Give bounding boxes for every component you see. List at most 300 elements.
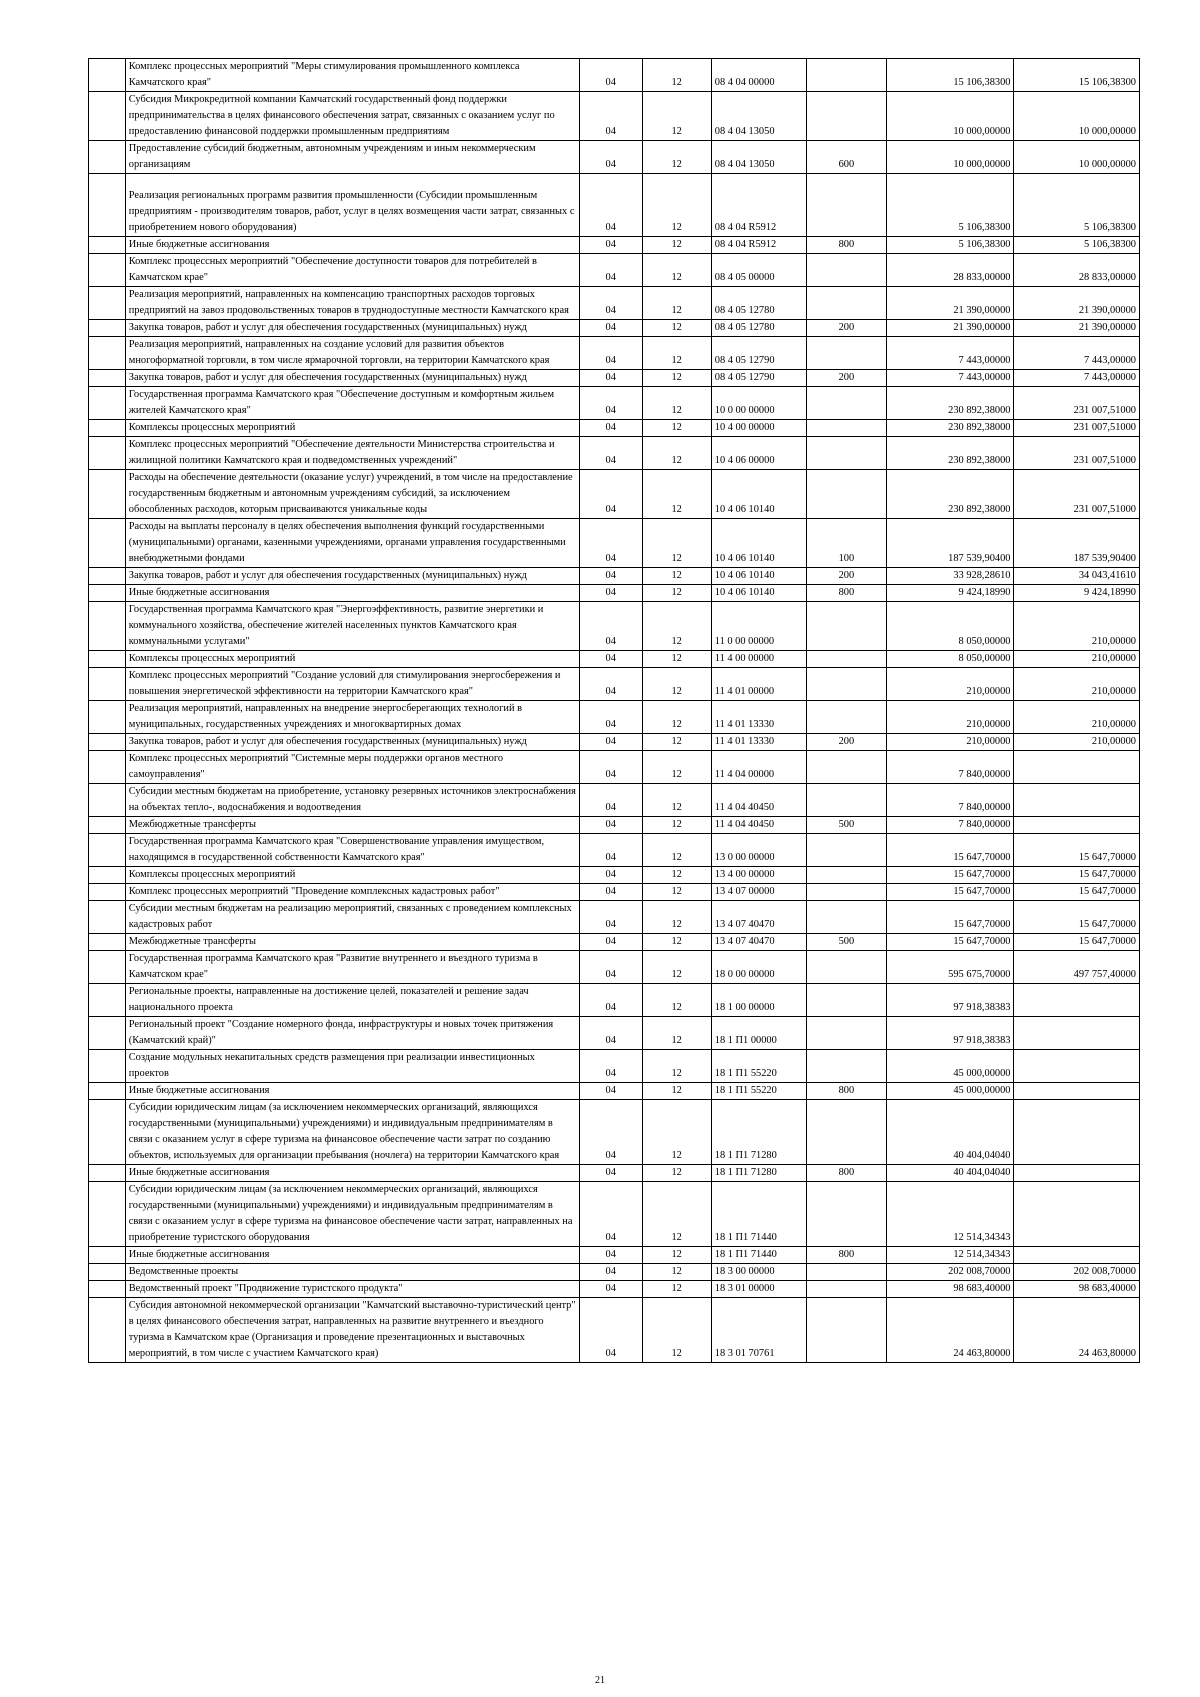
target-article-cell: 10 4 06 00000 bbox=[711, 437, 806, 470]
table-row bbox=[89, 668, 1140, 701]
section-code-cell: 04 bbox=[579, 867, 642, 884]
empty-cell bbox=[89, 519, 126, 568]
expense-type-cell bbox=[806, 337, 886, 370]
subsection-code-cell: 12 bbox=[642, 470, 711, 519]
section-code-cell: 04 bbox=[579, 951, 642, 984]
expense-name-cell: Комплекс процессных мероприятий "Системные меры поддержки органов местного самоуправления" bbox=[125, 751, 579, 784]
expense-type-cell: 800 bbox=[806, 1083, 886, 1100]
subsection-code-cell: 12 bbox=[642, 437, 711, 470]
section-code-cell: 04 bbox=[579, 1264, 642, 1281]
amount-year1-cell: 15 647,70000 bbox=[886, 834, 1014, 867]
target-article-cell: 08 4 04 R5912 bbox=[711, 174, 806, 237]
target-article-cell: 13 0 00 00000 bbox=[711, 834, 806, 867]
target-article-cell: 18 1 П1 55220 bbox=[711, 1083, 806, 1100]
empty-cell bbox=[89, 585, 126, 602]
empty-cell bbox=[89, 237, 126, 254]
target-article-cell: 11 4 01 13330 bbox=[711, 701, 806, 734]
expense-type-cell bbox=[806, 1298, 886, 1363]
amount-year2-cell bbox=[1014, 1247, 1140, 1264]
empty-cell bbox=[89, 1264, 126, 1281]
expense-name-cell: Субсидия автономной некоммерческой организации "Камчатский выставочно-туристический центр" в целях финансового обеспечения затрат, направленных на развитие внутреннего и въездного туризма в Камчатском крае (Организация и проведение презентационных и выставочных мероприятий, в том числе с участием Камчатского края) bbox=[125, 1298, 579, 1363]
subsection-code-cell: 12 bbox=[642, 901, 711, 934]
expense-type-cell bbox=[806, 984, 886, 1017]
section-code-cell: 04 bbox=[579, 1050, 642, 1083]
expense-name-cell: Расходы на обеспечение деятельности (оказание услуг) учреждений, в том числе на предоставление государственным бюджетным и автономным учреждениям субсидий, за исключением обособленных расходов, которым присваиваются уникальные коды bbox=[125, 470, 579, 519]
subsection-code-cell: 12 bbox=[642, 1182, 711, 1247]
amount-year2-cell bbox=[1014, 1017, 1140, 1050]
target-article-cell: 18 1 П1 71280 bbox=[711, 1100, 806, 1165]
subsection-code-cell: 12 bbox=[642, 834, 711, 867]
empty-cell bbox=[89, 734, 126, 751]
amount-year1-cell: 595 675,70000 bbox=[886, 951, 1014, 984]
target-article-cell: 18 1 П1 00000 bbox=[711, 1017, 806, 1050]
table-row bbox=[89, 59, 1140, 92]
empty-cell bbox=[89, 337, 126, 370]
expense-name-cell: Иные бюджетные ассигнования bbox=[125, 237, 579, 254]
expense-type-cell: 500 bbox=[806, 817, 886, 834]
section-code-cell: 04 bbox=[579, 337, 642, 370]
amount-year2-cell: 15 647,70000 bbox=[1014, 934, 1140, 951]
section-code-cell: 04 bbox=[579, 92, 642, 141]
empty-cell bbox=[89, 287, 126, 320]
section-code-cell: 04 bbox=[579, 884, 642, 901]
section-code-cell: 04 bbox=[579, 141, 642, 174]
amount-year2-cell: 21 390,00000 bbox=[1014, 287, 1140, 320]
empty-cell bbox=[89, 470, 126, 519]
expense-type-cell bbox=[806, 751, 886, 784]
expense-type-cell bbox=[806, 701, 886, 734]
table-row bbox=[89, 237, 1140, 254]
target-article-cell: 18 1 П1 71440 bbox=[711, 1182, 806, 1247]
subsection-code-cell: 12 bbox=[642, 1017, 711, 1050]
section-code-cell: 04 bbox=[579, 934, 642, 951]
expense-name-cell: Закупка товаров, работ и услуг для обеспечения государственных (муниципальных) нужд bbox=[125, 320, 579, 337]
amount-year1-cell: 5 106,38300 bbox=[886, 174, 1014, 237]
amount-year1-cell: 21 390,00000 bbox=[886, 287, 1014, 320]
empty-cell bbox=[89, 984, 126, 1017]
section-code-cell: 04 bbox=[579, 1247, 642, 1264]
expense-type-cell bbox=[806, 834, 886, 867]
table-row bbox=[89, 287, 1140, 320]
target-article-cell: 08 4 04 13050 bbox=[711, 92, 806, 141]
amount-year1-cell: 15 647,70000 bbox=[886, 867, 1014, 884]
expense-name-cell: Иные бюджетные ассигнования bbox=[125, 1247, 579, 1264]
subsection-code-cell: 12 bbox=[642, 602, 711, 651]
amount-year2-cell: 5 106,38300 bbox=[1014, 237, 1140, 254]
subsection-code-cell: 12 bbox=[642, 237, 711, 254]
target-article-cell: 08 4 05 12790 bbox=[711, 370, 806, 387]
amount-year2-cell: 98 683,40000 bbox=[1014, 1281, 1140, 1298]
expense-name-cell: Реализация региональных программ развития промышленности (Субсидии промышленным предприятиям - производителям товаров, работ, услуг в целях возмещения части затрат, связанных с приобретением нового оборудования) bbox=[125, 174, 579, 237]
expense-name-cell: Субсидии юридическим лицам (за исключением некоммерческих организаций, являющихся государственными (муниципальными) учреждениями) и индивидуальным предпринимателям в связи с оказанием услуг в сфере туризма на финансовое обеспечение части затрат, направленных на приобретение туристского оборудования bbox=[125, 1182, 579, 1247]
expense-type-cell bbox=[806, 174, 886, 237]
expense-type-cell bbox=[806, 420, 886, 437]
subsection-code-cell: 12 bbox=[642, 701, 711, 734]
budget-table bbox=[88, 58, 1140, 1363]
table-row bbox=[89, 337, 1140, 370]
target-article-cell: 10 4 06 10140 bbox=[711, 585, 806, 602]
amount-year1-cell: 7 443,00000 bbox=[886, 337, 1014, 370]
empty-cell bbox=[89, 901, 126, 934]
amount-year2-cell bbox=[1014, 1083, 1140, 1100]
amount-year2-cell: 210,00000 bbox=[1014, 602, 1140, 651]
empty-cell bbox=[89, 370, 126, 387]
empty-cell bbox=[89, 1298, 126, 1363]
table-row bbox=[89, 1182, 1140, 1247]
empty-cell bbox=[89, 784, 126, 817]
empty-cell bbox=[89, 1165, 126, 1182]
amount-year1-cell: 8 050,00000 bbox=[886, 651, 1014, 668]
expense-name-cell: Государственная программа Камчатского края "Обеспечение доступным и комфортным жильем жителей Камчатского края" bbox=[125, 387, 579, 420]
empty-cell bbox=[89, 817, 126, 834]
expense-type-cell bbox=[806, 287, 886, 320]
section-code-cell: 04 bbox=[579, 668, 642, 701]
expense-type-cell bbox=[806, 254, 886, 287]
expense-type-cell bbox=[806, 437, 886, 470]
target-article-cell: 18 0 00 00000 bbox=[711, 951, 806, 984]
expense-name-cell: Комплексы процессных мероприятий bbox=[125, 420, 579, 437]
table-row bbox=[89, 934, 1140, 951]
section-code-cell: 04 bbox=[579, 1298, 642, 1363]
target-article-cell: 18 1 П1 71440 bbox=[711, 1247, 806, 1264]
amount-year2-cell bbox=[1014, 1165, 1140, 1182]
target-article-cell: 18 3 01 70761 bbox=[711, 1298, 806, 1363]
subsection-code-cell: 12 bbox=[642, 568, 711, 585]
empty-cell bbox=[89, 1050, 126, 1083]
empty-cell bbox=[89, 174, 126, 237]
table-row bbox=[89, 651, 1140, 668]
amount-year2-cell: 10 000,00000 bbox=[1014, 92, 1140, 141]
table-row bbox=[89, 1264, 1140, 1281]
amount-year1-cell: 5 106,38300 bbox=[886, 237, 1014, 254]
section-code-cell: 04 bbox=[579, 1017, 642, 1050]
amount-year1-cell: 230 892,38000 bbox=[886, 387, 1014, 420]
table-row bbox=[89, 1298, 1140, 1363]
empty-cell bbox=[89, 254, 126, 287]
table-row bbox=[89, 1165, 1140, 1182]
amount-year1-cell: 40 404,04040 bbox=[886, 1165, 1014, 1182]
amount-year1-cell: 7 840,00000 bbox=[886, 784, 1014, 817]
subsection-code-cell: 12 bbox=[642, 254, 711, 287]
expense-name-cell: Реализация мероприятий, направленных на создание условий для развития объектов многоформатной торговли, в том числе ярмарочной торговли, на территории Камчатского края bbox=[125, 337, 579, 370]
empty-cell bbox=[89, 568, 126, 585]
target-article-cell: 10 0 00 00000 bbox=[711, 387, 806, 420]
target-article-cell: 08 4 05 12780 bbox=[711, 320, 806, 337]
target-article-cell: 11 4 00 00000 bbox=[711, 651, 806, 668]
section-code-cell: 04 bbox=[579, 651, 642, 668]
amount-year2-cell: 7 443,00000 bbox=[1014, 337, 1140, 370]
subsection-code-cell: 12 bbox=[642, 751, 711, 784]
empty-cell bbox=[89, 651, 126, 668]
amount-year2-cell: 24 463,80000 bbox=[1014, 1298, 1140, 1363]
table-row bbox=[89, 1050, 1140, 1083]
target-article-cell: 10 4 06 10140 bbox=[711, 568, 806, 585]
table-row bbox=[89, 751, 1140, 784]
section-code-cell: 04 bbox=[579, 254, 642, 287]
empty-cell bbox=[89, 1182, 126, 1247]
section-code-cell: 04 bbox=[579, 901, 642, 934]
section-code-cell: 04 bbox=[579, 984, 642, 1017]
amount-year2-cell: 15 647,70000 bbox=[1014, 867, 1140, 884]
amount-year2-cell: 9 424,18990 bbox=[1014, 585, 1140, 602]
expense-type-cell bbox=[806, 1182, 886, 1247]
expense-name-cell: Ведомственный проект "Продвижение туристского продукта" bbox=[125, 1281, 579, 1298]
expense-type-cell bbox=[806, 1281, 886, 1298]
table-row bbox=[89, 867, 1140, 884]
subsection-code-cell: 12 bbox=[642, 519, 711, 568]
empty-cell bbox=[89, 1100, 126, 1165]
target-article-cell: 13 4 00 00000 bbox=[711, 867, 806, 884]
amount-year1-cell: 15 647,70000 bbox=[886, 934, 1014, 951]
table-row bbox=[89, 784, 1140, 817]
expense-type-cell bbox=[806, 651, 886, 668]
section-code-cell: 04 bbox=[579, 519, 642, 568]
section-code-cell: 04 bbox=[579, 287, 642, 320]
target-article-cell: 08 4 04 13050 bbox=[711, 141, 806, 174]
table-row bbox=[89, 834, 1140, 867]
empty-cell bbox=[89, 934, 126, 951]
subsection-code-cell: 12 bbox=[642, 784, 711, 817]
amount-year2-cell: 15 106,38300 bbox=[1014, 59, 1140, 92]
table-row bbox=[89, 141, 1140, 174]
amount-year1-cell: 210,00000 bbox=[886, 701, 1014, 734]
subsection-code-cell: 12 bbox=[642, 1247, 711, 1264]
target-article-cell: 10 4 06 10140 bbox=[711, 519, 806, 568]
amount-year1-cell: 21 390,00000 bbox=[886, 320, 1014, 337]
amount-year2-cell: 15 647,70000 bbox=[1014, 884, 1140, 901]
expense-type-cell bbox=[806, 602, 886, 651]
section-code-cell: 04 bbox=[579, 585, 642, 602]
expense-type-cell bbox=[806, 1017, 886, 1050]
expense-name-cell: Ведомственные проекты bbox=[125, 1264, 579, 1281]
table-row bbox=[89, 320, 1140, 337]
section-code-cell: 04 bbox=[579, 751, 642, 784]
table-row bbox=[89, 568, 1140, 585]
expense-name-cell: Иные бюджетные ассигнования bbox=[125, 585, 579, 602]
amount-year1-cell: 7 443,00000 bbox=[886, 370, 1014, 387]
target-article-cell: 18 1 П1 55220 bbox=[711, 1050, 806, 1083]
amount-year1-cell: 10 000,00000 bbox=[886, 92, 1014, 141]
subsection-code-cell: 12 bbox=[642, 668, 711, 701]
amount-year1-cell: 12 514,34343 bbox=[886, 1182, 1014, 1247]
expense-type-cell: 200 bbox=[806, 370, 886, 387]
subsection-code-cell: 12 bbox=[642, 387, 711, 420]
expense-name-cell: Государственная программа Камчатского края "Энергоэффективность, развитие энергетики и коммунального хозяйства, обеспечение жителей населенных пунктов Камчатского края коммунальными услугами" bbox=[125, 602, 579, 651]
amount-year2-cell: 21 390,00000 bbox=[1014, 320, 1140, 337]
expense-type-cell: 800 bbox=[806, 1247, 886, 1264]
table-row bbox=[89, 1083, 1140, 1100]
expense-name-cell: Государственная программа Камчатского края "Развитие внутреннего и въездного туризма в Камчатском крае" bbox=[125, 951, 579, 984]
amount-year1-cell: 15 647,70000 bbox=[886, 901, 1014, 934]
section-code-cell: 04 bbox=[579, 1165, 642, 1182]
table-row bbox=[89, 519, 1140, 568]
section-code-cell: 04 bbox=[579, 701, 642, 734]
expense-name-cell: Региональный проект "Создание номерного фонда, инфраструктуры и новых точек притяжения (Камчатский край)" bbox=[125, 1017, 579, 1050]
amount-year2-cell: 15 647,70000 bbox=[1014, 901, 1140, 934]
subsection-code-cell: 12 bbox=[642, 141, 711, 174]
amount-year1-cell: 230 892,38000 bbox=[886, 420, 1014, 437]
target-article-cell: 18 3 00 00000 bbox=[711, 1264, 806, 1281]
section-code-cell: 04 bbox=[579, 59, 642, 92]
section-code-cell: 04 bbox=[579, 420, 642, 437]
subsection-code-cell: 12 bbox=[642, 984, 711, 1017]
empty-cell bbox=[89, 834, 126, 867]
expense-name-cell: Комплекс процессных мероприятий "Обеспечение деятельности Министерства строительства и жилищной политики Камчатского края и подведомственных учреждений" bbox=[125, 437, 579, 470]
amount-year2-cell: 231 007,51000 bbox=[1014, 420, 1140, 437]
section-code-cell: 04 bbox=[579, 1100, 642, 1165]
empty-cell bbox=[89, 751, 126, 784]
expense-type-cell bbox=[806, 784, 886, 817]
table-row bbox=[89, 420, 1140, 437]
section-code-cell: 04 bbox=[579, 387, 642, 420]
subsection-code-cell: 12 bbox=[642, 370, 711, 387]
expense-type-cell: 800 bbox=[806, 237, 886, 254]
empty-cell bbox=[89, 867, 126, 884]
amount-year2-cell: 187 539,90400 bbox=[1014, 519, 1140, 568]
table-row bbox=[89, 884, 1140, 901]
subsection-code-cell: 12 bbox=[642, 651, 711, 668]
subsection-code-cell: 12 bbox=[642, 287, 711, 320]
amount-year2-cell bbox=[1014, 984, 1140, 1017]
amount-year2-cell bbox=[1014, 1100, 1140, 1165]
target-article-cell: 13 4 07 40470 bbox=[711, 901, 806, 934]
table-row bbox=[89, 984, 1140, 1017]
amount-year2-cell bbox=[1014, 1182, 1140, 1247]
expense-type-cell bbox=[806, 387, 886, 420]
amount-year2-cell: 231 007,51000 bbox=[1014, 470, 1140, 519]
subsection-code-cell: 12 bbox=[642, 734, 711, 751]
budget-table-body bbox=[89, 59, 1140, 1363]
amount-year1-cell: 98 683,40000 bbox=[886, 1281, 1014, 1298]
table-row bbox=[89, 470, 1140, 519]
empty-cell bbox=[89, 141, 126, 174]
target-article-cell: 08 4 05 00000 bbox=[711, 254, 806, 287]
subsection-code-cell: 12 bbox=[642, 92, 711, 141]
expense-type-cell bbox=[806, 1100, 886, 1165]
amount-year1-cell: 7 840,00000 bbox=[886, 817, 1014, 834]
section-code-cell: 04 bbox=[579, 817, 642, 834]
expense-name-cell: Субсидии местным бюджетам на приобретение, установку резервных источников электроснабжения на объектах тепло-, водоснабжения и водоотведения bbox=[125, 784, 579, 817]
expense-name-cell: Межбюджетные трансферты bbox=[125, 934, 579, 951]
expense-name-cell: Закупка товаров, работ и услуг для обеспечения государственных (муниципальных) нужд bbox=[125, 568, 579, 585]
expense-name-cell: Предоставление субсидий бюджетным, автономным учреждениям и иным некоммерческим организациям bbox=[125, 141, 579, 174]
expense-name-cell: Комплексы процессных мероприятий bbox=[125, 651, 579, 668]
amount-year1-cell: 33 928,28610 bbox=[886, 568, 1014, 585]
table-row bbox=[89, 1017, 1140, 1050]
empty-cell bbox=[89, 668, 126, 701]
subsection-code-cell: 12 bbox=[642, 1165, 711, 1182]
table-row bbox=[89, 370, 1140, 387]
expense-type-cell: 500 bbox=[806, 934, 886, 951]
amount-year2-cell: 15 647,70000 bbox=[1014, 834, 1140, 867]
target-article-cell: 13 4 07 00000 bbox=[711, 884, 806, 901]
page-number: 21 bbox=[595, 1675, 605, 1686]
amount-year1-cell: 230 892,38000 bbox=[886, 470, 1014, 519]
amount-year1-cell: 8 050,00000 bbox=[886, 602, 1014, 651]
target-article-cell: 11 4 01 13330 bbox=[711, 734, 806, 751]
empty-cell bbox=[89, 602, 126, 651]
expense-name-cell: Комплекс процессных мероприятий "Обеспечение доступности товаров для потребителей в Камчатском крае" bbox=[125, 254, 579, 287]
expense-name-cell: Комплекс процессных мероприятий "Меры стимулирования промышленного комплекса Камчатского края" bbox=[125, 59, 579, 92]
table-row bbox=[89, 1247, 1140, 1264]
amount-year2-cell: 7 443,00000 bbox=[1014, 370, 1140, 387]
expense-name-cell: Создание модульных некапитальных средств размещения при реализации инвестиционных проектов bbox=[125, 1050, 579, 1083]
table-row bbox=[89, 1281, 1140, 1298]
expense-type-cell bbox=[806, 668, 886, 701]
amount-year2-cell: 10 000,00000 bbox=[1014, 141, 1140, 174]
table-row bbox=[89, 602, 1140, 651]
amount-year1-cell: 28 833,00000 bbox=[886, 254, 1014, 287]
subsection-code-cell: 12 bbox=[642, 951, 711, 984]
empty-cell bbox=[89, 884, 126, 901]
empty-cell bbox=[89, 320, 126, 337]
amount-year1-cell: 12 514,34343 bbox=[886, 1247, 1014, 1264]
amount-year1-cell: 9 424,18990 bbox=[886, 585, 1014, 602]
section-code-cell: 04 bbox=[579, 834, 642, 867]
amount-year2-cell bbox=[1014, 784, 1140, 817]
subsection-code-cell: 12 bbox=[642, 1050, 711, 1083]
amount-year2-cell bbox=[1014, 817, 1140, 834]
subsection-code-cell: 12 bbox=[642, 1083, 711, 1100]
amount-year2-cell: 210,00000 bbox=[1014, 651, 1140, 668]
target-article-cell: 18 1 П1 71280 bbox=[711, 1165, 806, 1182]
target-article-cell: 08 4 05 12790 bbox=[711, 337, 806, 370]
expense-name-cell: Региональные проекты, направленные на достижение целей, показателей и решение задач национального проекта bbox=[125, 984, 579, 1017]
section-code-cell: 04 bbox=[579, 370, 642, 387]
table-row bbox=[89, 817, 1140, 834]
amount-year1-cell: 97 918,38383 bbox=[886, 1017, 1014, 1050]
target-article-cell: 11 4 01 00000 bbox=[711, 668, 806, 701]
target-article-cell: 13 4 07 40470 bbox=[711, 934, 806, 951]
expense-type-cell bbox=[806, 867, 886, 884]
expense-type-cell: 800 bbox=[806, 1165, 886, 1182]
expense-type-cell: 800 bbox=[806, 585, 886, 602]
empty-cell bbox=[89, 1083, 126, 1100]
empty-cell bbox=[89, 951, 126, 984]
expense-name-cell: Субсидии юридическим лицам (за исключением некоммерческих организаций, являющихся государственными (муниципальными) учреждениями) и индивидуальным предпринимателям в связи с оказанием услуг в сфере туризма на финансовое обеспечение части затрат по созданию объектов, используемых для организации пребывания (ночлега) на территории Камчатского края bbox=[125, 1100, 579, 1165]
amount-year1-cell: 15 647,70000 bbox=[886, 884, 1014, 901]
expense-type-cell bbox=[806, 1264, 886, 1281]
subsection-code-cell: 12 bbox=[642, 867, 711, 884]
subsection-code-cell: 12 bbox=[642, 420, 711, 437]
empty-cell bbox=[89, 420, 126, 437]
target-article-cell: 10 4 00 00000 bbox=[711, 420, 806, 437]
amount-year2-cell: 231 007,51000 bbox=[1014, 437, 1140, 470]
amount-year2-cell: 497 757,40000 bbox=[1014, 951, 1140, 984]
table-row bbox=[89, 734, 1140, 751]
expense-type-cell bbox=[806, 1050, 886, 1083]
empty-cell bbox=[89, 59, 126, 92]
amount-year1-cell: 45 000,00000 bbox=[886, 1083, 1014, 1100]
amount-year1-cell: 202 008,70000 bbox=[886, 1264, 1014, 1281]
expense-name-cell: Закупка товаров, работ и услуг для обеспечения государственных (муниципальных) нужд bbox=[125, 370, 579, 387]
amount-year2-cell: 210,00000 bbox=[1014, 701, 1140, 734]
subsection-code-cell: 12 bbox=[642, 174, 711, 237]
section-code-cell: 04 bbox=[579, 437, 642, 470]
target-article-cell: 11 0 00 00000 bbox=[711, 602, 806, 651]
amount-year2-cell bbox=[1014, 751, 1140, 784]
expense-name-cell: Комплекс процессных мероприятий "Создание условий для стимулирования энергосбережения и повышения энергетической эффективности на территории Камчатского края" bbox=[125, 668, 579, 701]
amount-year1-cell: 97 918,38383 bbox=[886, 984, 1014, 1017]
budget-table-sheet bbox=[88, 58, 1140, 1363]
table-row bbox=[89, 1100, 1140, 1165]
amount-year2-cell: 202 008,70000 bbox=[1014, 1264, 1140, 1281]
target-article-cell: 08 4 05 12780 bbox=[711, 287, 806, 320]
subsection-code-cell: 12 bbox=[642, 1100, 711, 1165]
section-code-cell: 04 bbox=[579, 237, 642, 254]
amount-year2-cell: 5 106,38300 bbox=[1014, 174, 1140, 237]
expense-name-cell: Иные бюджетные ассигнования bbox=[125, 1165, 579, 1182]
